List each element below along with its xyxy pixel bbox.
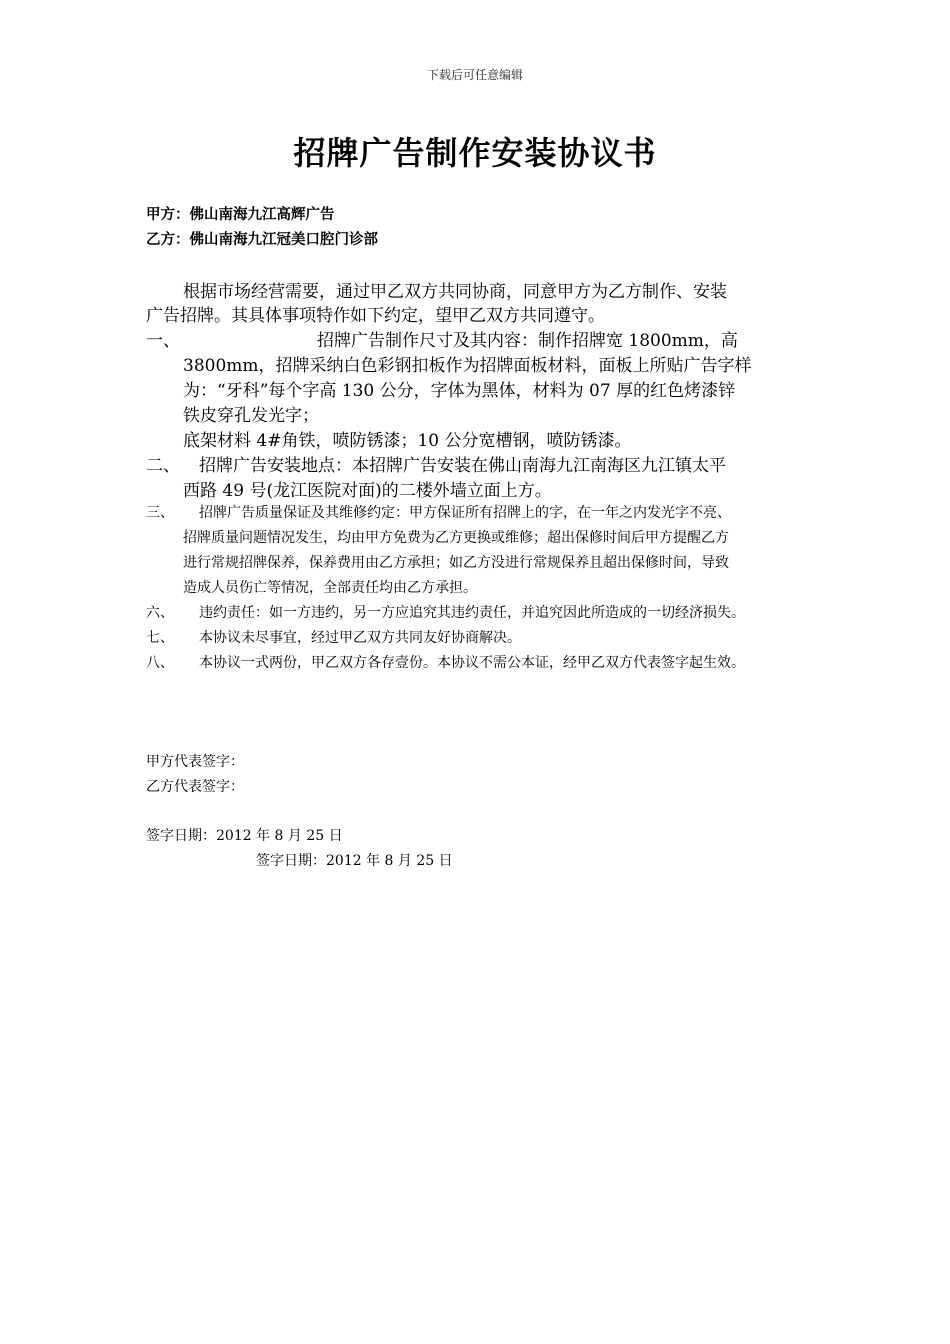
page-header: 下载后可任意编辑 [426, 68, 523, 82]
section-line: 造成人员伤亡等情况，全部责任均由乙方承担。 [183, 580, 477, 596]
section-line: 西路 49 号(龙江医院对面)的二楼外墙立面上方。 [183, 481, 552, 501]
section-line: 招牌广告质量保证及其维修约定：甲方保证所有招牌上的字，在一年之内发光字不亮、 [199, 505, 731, 521]
section-number: 一、 [146, 331, 180, 351]
section-number: 六、 [146, 605, 174, 621]
section-line: 违约责任：如一方违约，另一方应追究其违约责任，并追究因此所造成的一切经济损失。 [199, 605, 745, 621]
section-line: 铁皮穿孔发光字； [183, 406, 319, 426]
section-line: 3800mm，招牌采纳白色彩钢扣板作为招牌面板材料，面板上所贴广告字样 [183, 356, 752, 376]
section-line: 本协议一式两份，甲乙双方各存壹份。本协议不需公本证，经甲乙双方代表签字起生效。 [199, 655, 745, 671]
signature-a-label: 甲方代表签字： [146, 754, 244, 770]
section-number: 三、 [146, 505, 174, 521]
section-line: 底架材料 4#角铁，喷防锈漆；10 公分宽槽钢，喷防锈漆。 [183, 431, 632, 451]
section-line: 本协议未尽事宜，经过甲乙双方共同友好协商解决。 [199, 630, 521, 646]
section-line: 招牌广告制作尺寸及其内容：制作招牌宽 1800mm，高 [317, 331, 738, 351]
section-number: 八、 [146, 655, 174, 671]
document-title: 招牌广告制作安装协议书 [293, 134, 657, 172]
signature-b-label: 乙方代表签字： [146, 779, 244, 795]
section-line: 招牌广告安装地点：本招牌广告安装在佛山南海九江南海区九江镇太平 [199, 456, 726, 476]
section-line: 为：“牙科”每个字高 130 公分，字体为黑体，材料为 07 厚的红色烤漆锌 [183, 381, 736, 401]
intro-line: 根据市场经营需要，通过甲乙双方共同协商，同意甲方为乙方制作、安装 [183, 282, 727, 302]
signature-date-a: 签字日期：2012 年 8 月 25 日 [146, 828, 343, 844]
section-number: 七、 [146, 630, 174, 646]
section-number: 二、 [146, 456, 180, 476]
signature-date-b: 签字日期：2012 年 8 月 25 日 [256, 853, 453, 869]
party-b: 乙方：佛山南海九江冠美口腔门诊部 [146, 232, 378, 248]
section-line: 招牌质量问题情况发生，均由甲方免费为乙方更换或维修；超出保修时间后甲方提醒乙方 [183, 530, 729, 546]
intro-line: 广告招牌。其具体事项特作如下约定，望甲乙双方共同遵守。 [146, 306, 605, 326]
party-a: 甲方：佛山南海九江高辉广告 [146, 207, 335, 223]
section-line: 进行常规招牌保养，保养费用由乙方承担；如乙方没进行常规保养且超出保修时间，导致 [183, 555, 729, 571]
